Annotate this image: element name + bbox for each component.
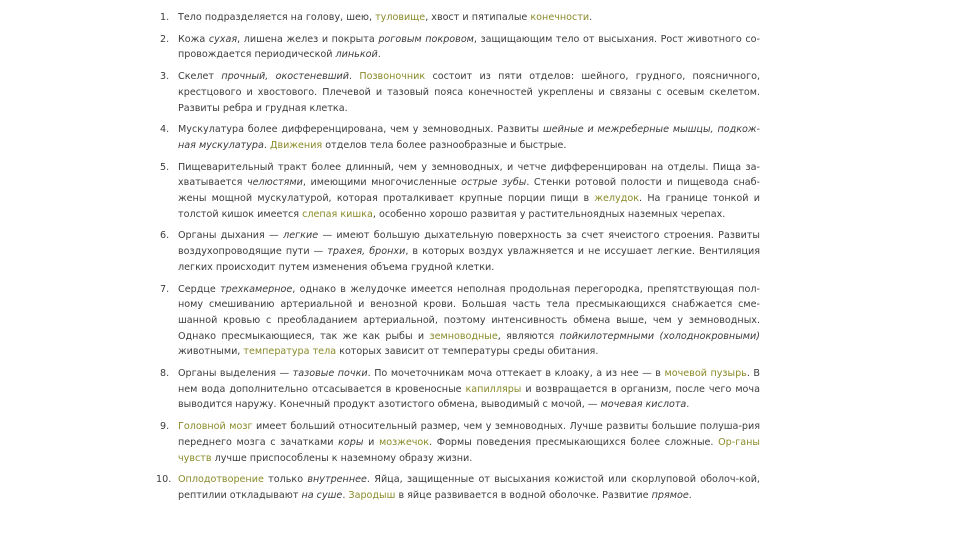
text-segment: , в которых воздух увлажняется и не иссушает легкие. Вентиляция легких происходит путем изменения объема грудной клетки.: [178, 246, 760, 273]
item-number: 8.: [160, 368, 170, 380]
item-text: [178, 474, 760, 501]
text-segment: , лишена желез и покрыта: [237, 33, 379, 45]
text-segment: . Стенки ротовой полости и пищевода снаб-жены мощной мускулатурой, которая проталкивает крупные порции пищи в: [178, 177, 761, 205]
text-segment: , однако в желудочке имеется неполная продольная перегородка, препятствующая пол-ному смешиванию артериальной и венозной крови. Большая часть тела пресмыкающихся снабжается сме-шанной кровью с преобладанием артериальной, поэтому интенсивность обмена выше, чем у земноводных. Однако пресмыкающиеся, так же как рыбы и: [178, 283, 760, 342]
text-segment: .: [589, 12, 593, 23]
text-segment: Тело подразделяется на голову, шею,: [178, 12, 376, 23]
highlighted-term: Движения: [270, 139, 323, 151]
text-segment: Пищеварительный тракт более длинный, чем у земноводных, и четче дифференцирован на отделы. Пища за-хватывается: [178, 161, 760, 189]
highlighted-term: капилляры: [465, 383, 522, 395]
list-item: [160, 32, 760, 63]
list-item: [160, 419, 760, 466]
item-text: [178, 71, 760, 113]
list-item: [160, 122, 760, 153]
text-segment: , имеющими многочисленные: [302, 177, 462, 189]
italic-term: коры: [338, 436, 364, 448]
italic-term: острые зубы: [461, 177, 527, 189]
item-text: [178, 284, 760, 358]
list-item: [160, 10, 760, 26]
italic-term: трахея, бронхи: [327, 246, 406, 258]
text-segment: , защищающим тело от высыхания. Рост животного со-провождается периодической: [178, 33, 760, 61]
item-number: 5.: [160, 161, 170, 173]
highlighted-term: температура тела: [243, 346, 337, 358]
list-item: [160, 160, 760, 223]
italic-term: челюстями: [246, 177, 303, 189]
text-segment: отделов тела более разнообразные и быстрые.: [322, 139, 567, 151]
item-text: [178, 230, 760, 272]
text-segment: . Формы поведения пресмыкающихся более сложные.: [429, 436, 719, 448]
text-segment: , особенно хорошо развитая у растительноядных наземных черепах.: [372, 208, 726, 220]
highlighted-term: Головной мозг: [178, 421, 253, 433]
text-segment: только: [263, 474, 308, 486]
list-item: [160, 282, 760, 361]
item-number: 6.: [160, 230, 170, 242]
italic-term: легкие: [283, 230, 319, 242]
text-segment: .: [342, 489, 349, 501]
list-item: [160, 69, 760, 116]
numbered-list: [156, 10, 761, 510]
highlighted-term: туловище: [375, 12, 426, 23]
text-segment: .: [263, 139, 270, 151]
italic-term: тазовые почки: [292, 368, 368, 380]
item-text: [178, 12, 592, 23]
item-text: [178, 124, 760, 151]
text-segment: . В нем вода дополнительно отсасывается в кровеносные: [178, 368, 761, 395]
text-segment: Сердце: [178, 283, 221, 295]
list-item: [160, 366, 760, 413]
italic-term: мочевая кислота: [600, 399, 687, 411]
italic-term: на суше: [301, 489, 343, 501]
item-number: 10.: [156, 474, 172, 486]
item-text: [178, 421, 760, 463]
text-segment: .: [688, 489, 692, 501]
item-number: 4.: [160, 124, 170, 136]
item-number: 9.: [160, 421, 170, 433]
text-segment: животными,: [178, 346, 244, 358]
highlighted-term: Ор-ганы чувств: [178, 436, 760, 464]
italic-term: прямое: [651, 489, 689, 501]
italic-term: внутреннее: [307, 474, 367, 486]
highlighted-term: Зародыш: [348, 489, 396, 501]
text-segment: .: [349, 71, 360, 83]
highlighted-term: желудок: [594, 193, 640, 205]
text-segment: Мускулатура более дифференцирована, чем у земноводных. Развиты: [178, 124, 543, 136]
item-text: [178, 34, 760, 61]
text-segment: Кожа: [178, 33, 209, 45]
text-segment: состоит из пяти отделов: шейного, грудного, поясничного, крестцового и хвостового. Плечевой и тазовый пояса конечностей укреплены и связаны с осевым скелетом. Развиты ребра и грудная клетка.: [178, 71, 760, 114]
italic-term: пойкилотермными (холоднокровными): [559, 330, 760, 342]
item-number: 2.: [160, 33, 170, 45]
italic-term: прочный, окостеневший: [221, 71, 350, 83]
list-item: [156, 472, 760, 503]
item-text: [178, 368, 760, 410]
text-segment: . На границе тонкой и толстой кишок имеется: [178, 193, 760, 220]
text-segment: Скелет: [178, 71, 222, 83]
text-segment: в яйце развивается в водной оболочке. Развитие: [395, 489, 652, 501]
italic-term: роговым покровом: [378, 33, 474, 45]
italic-term: шейные и межреберные мышцы, подкож-ная мускулатура: [178, 124, 760, 151]
highlighted-term: конечности: [530, 12, 590, 23]
highlighted-term: слепая кишка: [302, 208, 373, 220]
text-segment: .: [377, 49, 381, 61]
highlighted-term: Позвоночник: [359, 71, 426, 83]
highlighted-term: Оплодотворение: [178, 474, 264, 486]
highlighted-term: земноводные: [429, 330, 498, 342]
text-segment: , являются: [497, 330, 560, 342]
highlighted-term: мозжечок: [379, 436, 430, 448]
text-segment: .: [686, 399, 690, 411]
text-segment: и возвращается в организм, после чего моча выводится наружу. Конечный продукт азотистого обмена, выводимый с мочой, —: [178, 383, 760, 411]
text-segment: Органы выделения —: [178, 368, 293, 380]
italic-term: сухая: [208, 33, 238, 45]
text-segment: — имеют большую дыхательную поверхность за счет ячеистого строения. Развиты воздухопроводящие пути —: [178, 230, 760, 258]
text-segment: и: [363, 436, 380, 448]
item-number: 7.: [160, 283, 170, 295]
text-segment: . Яйца, защищенные от высыхания кожистой или скорлуповой оболоч-кой, рептилии откладывают: [178, 474, 760, 501]
text-segment: . По мочеточникам моча оттекает в клоаку, а из нее — в: [367, 368, 665, 380]
item-number: 3.: [160, 71, 170, 83]
item-number: 1.: [160, 12, 170, 23]
italic-term: линькой: [335, 49, 378, 61]
text-segment: Органы дыхания —: [178, 230, 284, 242]
italic-term: трехкамерное: [220, 283, 293, 295]
item-text: [178, 162, 760, 220]
list-item: [160, 228, 760, 275]
highlighted-term: мочевой пузырь: [664, 368, 747, 380]
text-segment: которых зависит от температуры среды обитания.: [336, 346, 599, 358]
text-segment: , хвост и пятипалые: [425, 12, 531, 23]
text-segment: лучше приспособлены к наземному образу жизни.: [211, 452, 473, 464]
text-segment: имеет больший относительный размер, чем у земноводных. Лучше развиты большие полуша-рия переднего мозга с зачатками: [178, 421, 760, 448]
